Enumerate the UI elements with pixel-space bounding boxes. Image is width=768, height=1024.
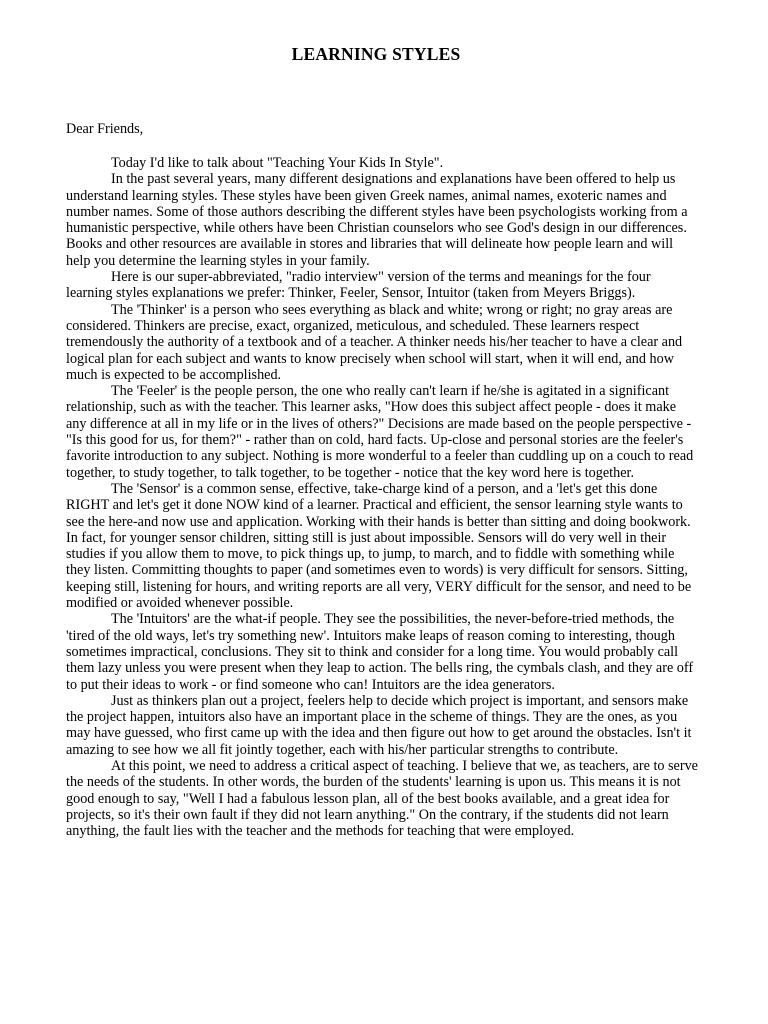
paragraph-intro: Today I'd like to talk about "Teaching Your Kids In Style". [111,155,444,171]
paragraph-sensor: The 'Sensor' is a common sense, effective, take-charge kind of a person, and a 'let's get this done RIGHT and let's get it done NOW kind of a learner. Practical and efficient, the sensor learning style wants to see the here-and now use and application. Working with their hands is better than sitting and doing bookwork. In fact, for younger sensor children, sitting still is just about impossible. Sensors will do very well in their studies if you allow them to move, to pick things up, to jump, to march, and to fiddle with something while they listen. Committing thoughts to paper (and sometimes even to words) is very difficult for sensors. Sitting, keeping still, listening for hours, and writing reports are all very, VERY difficult for the sensor, and need to be modified or avoided whenever possible. [66,480,692,612]
paragraph-conclusion: At this point, we need to address a critical aspect of teaching. I believe that we, as teachers, are to serve the needs of the students. In other words, the burden of the students' learning is upon us. This means it is not good enough to say, "Well I had a fabulous lesson plan, all of the best books available, and a great idea for projects, so it's their own fault if they did not learn anything." On the contrary, if the students did not learn anything, the fault lies with the teacher and the methods for teaching that were employed. [66,757,698,840]
paragraph-summary: Just as thinkers plan out a project, feelers help to decide which project is important, and sensors make the project happen, intuitors also have an important place in the scheme of things. They are the ones, as you may have guessed, who first came up with the idea and then figure out how to get around the obstacles. Isn't it amazing to see how we all fit jointly together, each with his/her particular strengths to contribute. [66,692,692,758]
paragraph-feeler: The 'Feeler' is the people person, the one who really can't learn if he/she is agitated in a significant relationship, such as with the teacher. This learner asks, "How does this subject affect people - does it make any difference at all in my life or in the lives of others?" Decisions are made based on the people perspective - "Is this good for us, for them?" - rather than on cold, hard facts. Up-close and personal stories are the feeler's favorite introduction to any subject. Nothing is more wonderful to a feeler than cuddling up on a couch to read together, to study together, to talk together, to be together - notice that the key word here is together. [66,383,694,481]
document-body [66,155,699,839]
paragraph-background: In the past several years, many different designations and explanations have been offered to help us understand learning styles. These styles have been given Greek names, animal names, exoteric names and number names. Some of those authors describing the different styles have been psychologists working from a humanistic perspective, while others have been Christian counselors who see God's design in our differences. Books and other resources are available in stores and libraries that will delineate how people learn and will help you determine the learning styles in your family. [66,171,688,269]
salutation: Dear Friends, [66,121,144,137]
paragraph-overview: Here is our super-abbreviated, "radio interview" version of the terms and meanings for the four learning styles explanations we prefer: Thinker, Feeler, Sensor, Intuitor (taken from Meyers Briggs). [66,269,651,302]
page-title: LEARNING STYLES [291,44,461,64]
paragraph-intuitor: The 'Intuitors' are the what-if people. They see the possibilities, the never-before-tried methods, the 'tired of the old ways, let's try something new'. Intuitors make leaps of reason coming to interesting, though sometimes impractical, conclusions. They sit to think and consider for a long time. You would probably call them lazy unless you were present when they leap to action. The bells ring, the cymbals clash, and they are off to put their ideas to work - or find someone who can! Intuitors are the idea generators. [66,611,694,693]
paragraph-thinker: The 'Thinker' is a person who sees everything as black and white; wrong or right; no gray areas are considered. Thinkers are precise, exact, organized, meticulous, and scheduled. These learners respect tremendously the authority of a textbook and of a teacher. A thinker needs his/her teacher to have a clear and logical plan for each subject and wants to know precisely when school will start, when it will end, and how much is expected to be accomplished. [66,301,683,383]
